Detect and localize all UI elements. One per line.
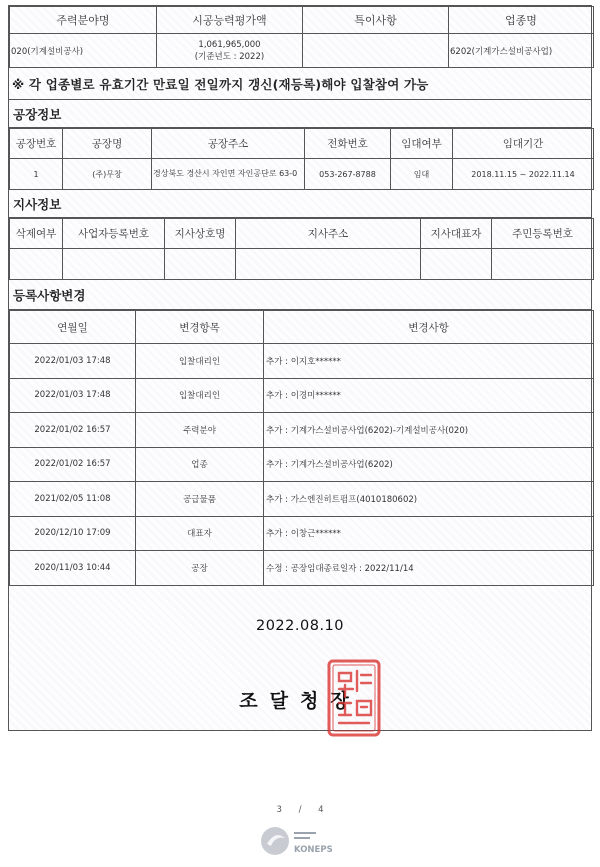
capacity-value: [157, 34, 303, 68]
branch-header-rep: 지사대표자: [421, 219, 492, 249]
history-item: 입찰대리인: [136, 344, 264, 379]
main-field-value: 020(기계설비공사): [10, 34, 157, 68]
history-date: 2021/02/05 11:08: [10, 482, 136, 517]
capacity-year: (기준년도 : 2022): [194, 51, 265, 62]
table-row: [10, 344, 594, 379]
certificate-frame: [8, 5, 592, 731]
history-table: [9, 310, 594, 586]
history-change: 추가 : 이지호******: [264, 344, 594, 379]
history-header-change: 변경사항: [264, 311, 594, 344]
branch-header-resident-no: 주민등록번호: [492, 219, 594, 249]
table-row: [10, 413, 594, 448]
history-header-date: 연월일: [10, 311, 136, 344]
history-item: 대표자: [136, 516, 264, 551]
factory-table: [9, 128, 594, 190]
history-change: 추가 : 가스엔진히트펌프(4010180602): [264, 482, 594, 517]
branch-section-title: 지사정보: [9, 190, 591, 218]
table-row: [10, 378, 594, 413]
issuer-name: 조달청장: [239, 690, 361, 712]
official-seal-icon: [325, 657, 383, 739]
renewal-notice: ※ 각 업종별로 유효기간 만료일 전일까지 갱신(재등록)해야 입찰참여 가능: [9, 68, 591, 100]
history-date: 2020/11/03 10:44: [10, 551, 136, 586]
factory-header-lease: 임대여부: [391, 129, 453, 159]
table-row: [10, 551, 594, 586]
history-date: 2022/01/03 17:48: [10, 378, 136, 413]
history-change: 추가 : 이창근******: [264, 516, 594, 551]
table-row: [10, 249, 594, 280]
history-change: 수정 : 공장임대종료일자 : 2022/11/14: [264, 551, 594, 586]
history-header-item: 변경항목: [136, 311, 264, 344]
factory-header-phone: 전화번호: [305, 129, 391, 159]
header-capacity: 시공능력평가액: [157, 7, 303, 34]
special-note-value: [303, 34, 449, 68]
branch-header-biz-no: 사업자등록번호: [63, 219, 165, 249]
industry-value: 6202(기계가스설비공사업): [449, 34, 594, 68]
factory-no: 1: [10, 159, 63, 190]
branch-table: [9, 218, 594, 280]
table-row: [10, 159, 594, 190]
history-date: 2020/12/10 17:09: [10, 516, 136, 551]
factory-section-title: 공장정보: [9, 100, 591, 128]
factory-header-period: 임대기간: [453, 129, 594, 159]
history-date: 2022/01/02 16:57: [10, 447, 136, 482]
factory-lease: 임대: [391, 159, 453, 190]
factory-address: 경상북도 경산시 자인면 자인공단로 63-0: [152, 159, 305, 190]
svg-text:KONEPS: KONEPS: [294, 845, 333, 855]
summary-table: [9, 6, 594, 68]
branch-header-address: 지사주소: [236, 219, 421, 249]
capacity-amount: 1,061,965,000: [198, 39, 261, 50]
history-date: 2022/01/02 16:57: [10, 413, 136, 448]
history-change: 추가 : 기계가스설비공사업(6202)-기계설비공사(020): [264, 413, 594, 448]
history-item: 공급물품: [136, 482, 264, 517]
header-main-field: 주력분야명: [10, 7, 157, 34]
history-item: 입찰대리인: [136, 378, 264, 413]
history-item: 공장: [136, 551, 264, 586]
table-row: [10, 482, 594, 517]
history-section-title: 등록사항변경: [9, 280, 591, 310]
factory-period: 2018.11.15 ~ 2022.11.14: [453, 159, 594, 190]
koneps-logo-icon: [258, 822, 358, 860]
factory-name: (주)무창: [63, 159, 152, 190]
history-item: 업종: [136, 447, 264, 482]
history-item: 주력분야: [136, 413, 264, 448]
branch-header-name: 지사상호명: [165, 219, 236, 249]
history-change: 추가 : 기계가스설비공사업(6202): [264, 447, 594, 482]
factory-phone: 053-267-8788: [305, 159, 391, 190]
branch-header-deleted: 삭제여부: [10, 219, 63, 249]
table-row: [10, 516, 594, 551]
table-row: [10, 447, 594, 482]
history-change: 추가 : 이경미******: [264, 378, 594, 413]
factory-header-no: 공장번호: [10, 129, 63, 159]
factory-header-address: 공장주소: [152, 129, 305, 159]
header-industry: 업종명: [449, 7, 594, 34]
history-date: 2022/01/03 17:48: [10, 344, 136, 379]
issue-date: 2022.08.10: [255, 618, 345, 634]
factory-header-name: 공장명: [63, 129, 152, 159]
header-special-note: 특이사항: [303, 7, 449, 34]
page-number: 3 / 4: [276, 805, 324, 815]
